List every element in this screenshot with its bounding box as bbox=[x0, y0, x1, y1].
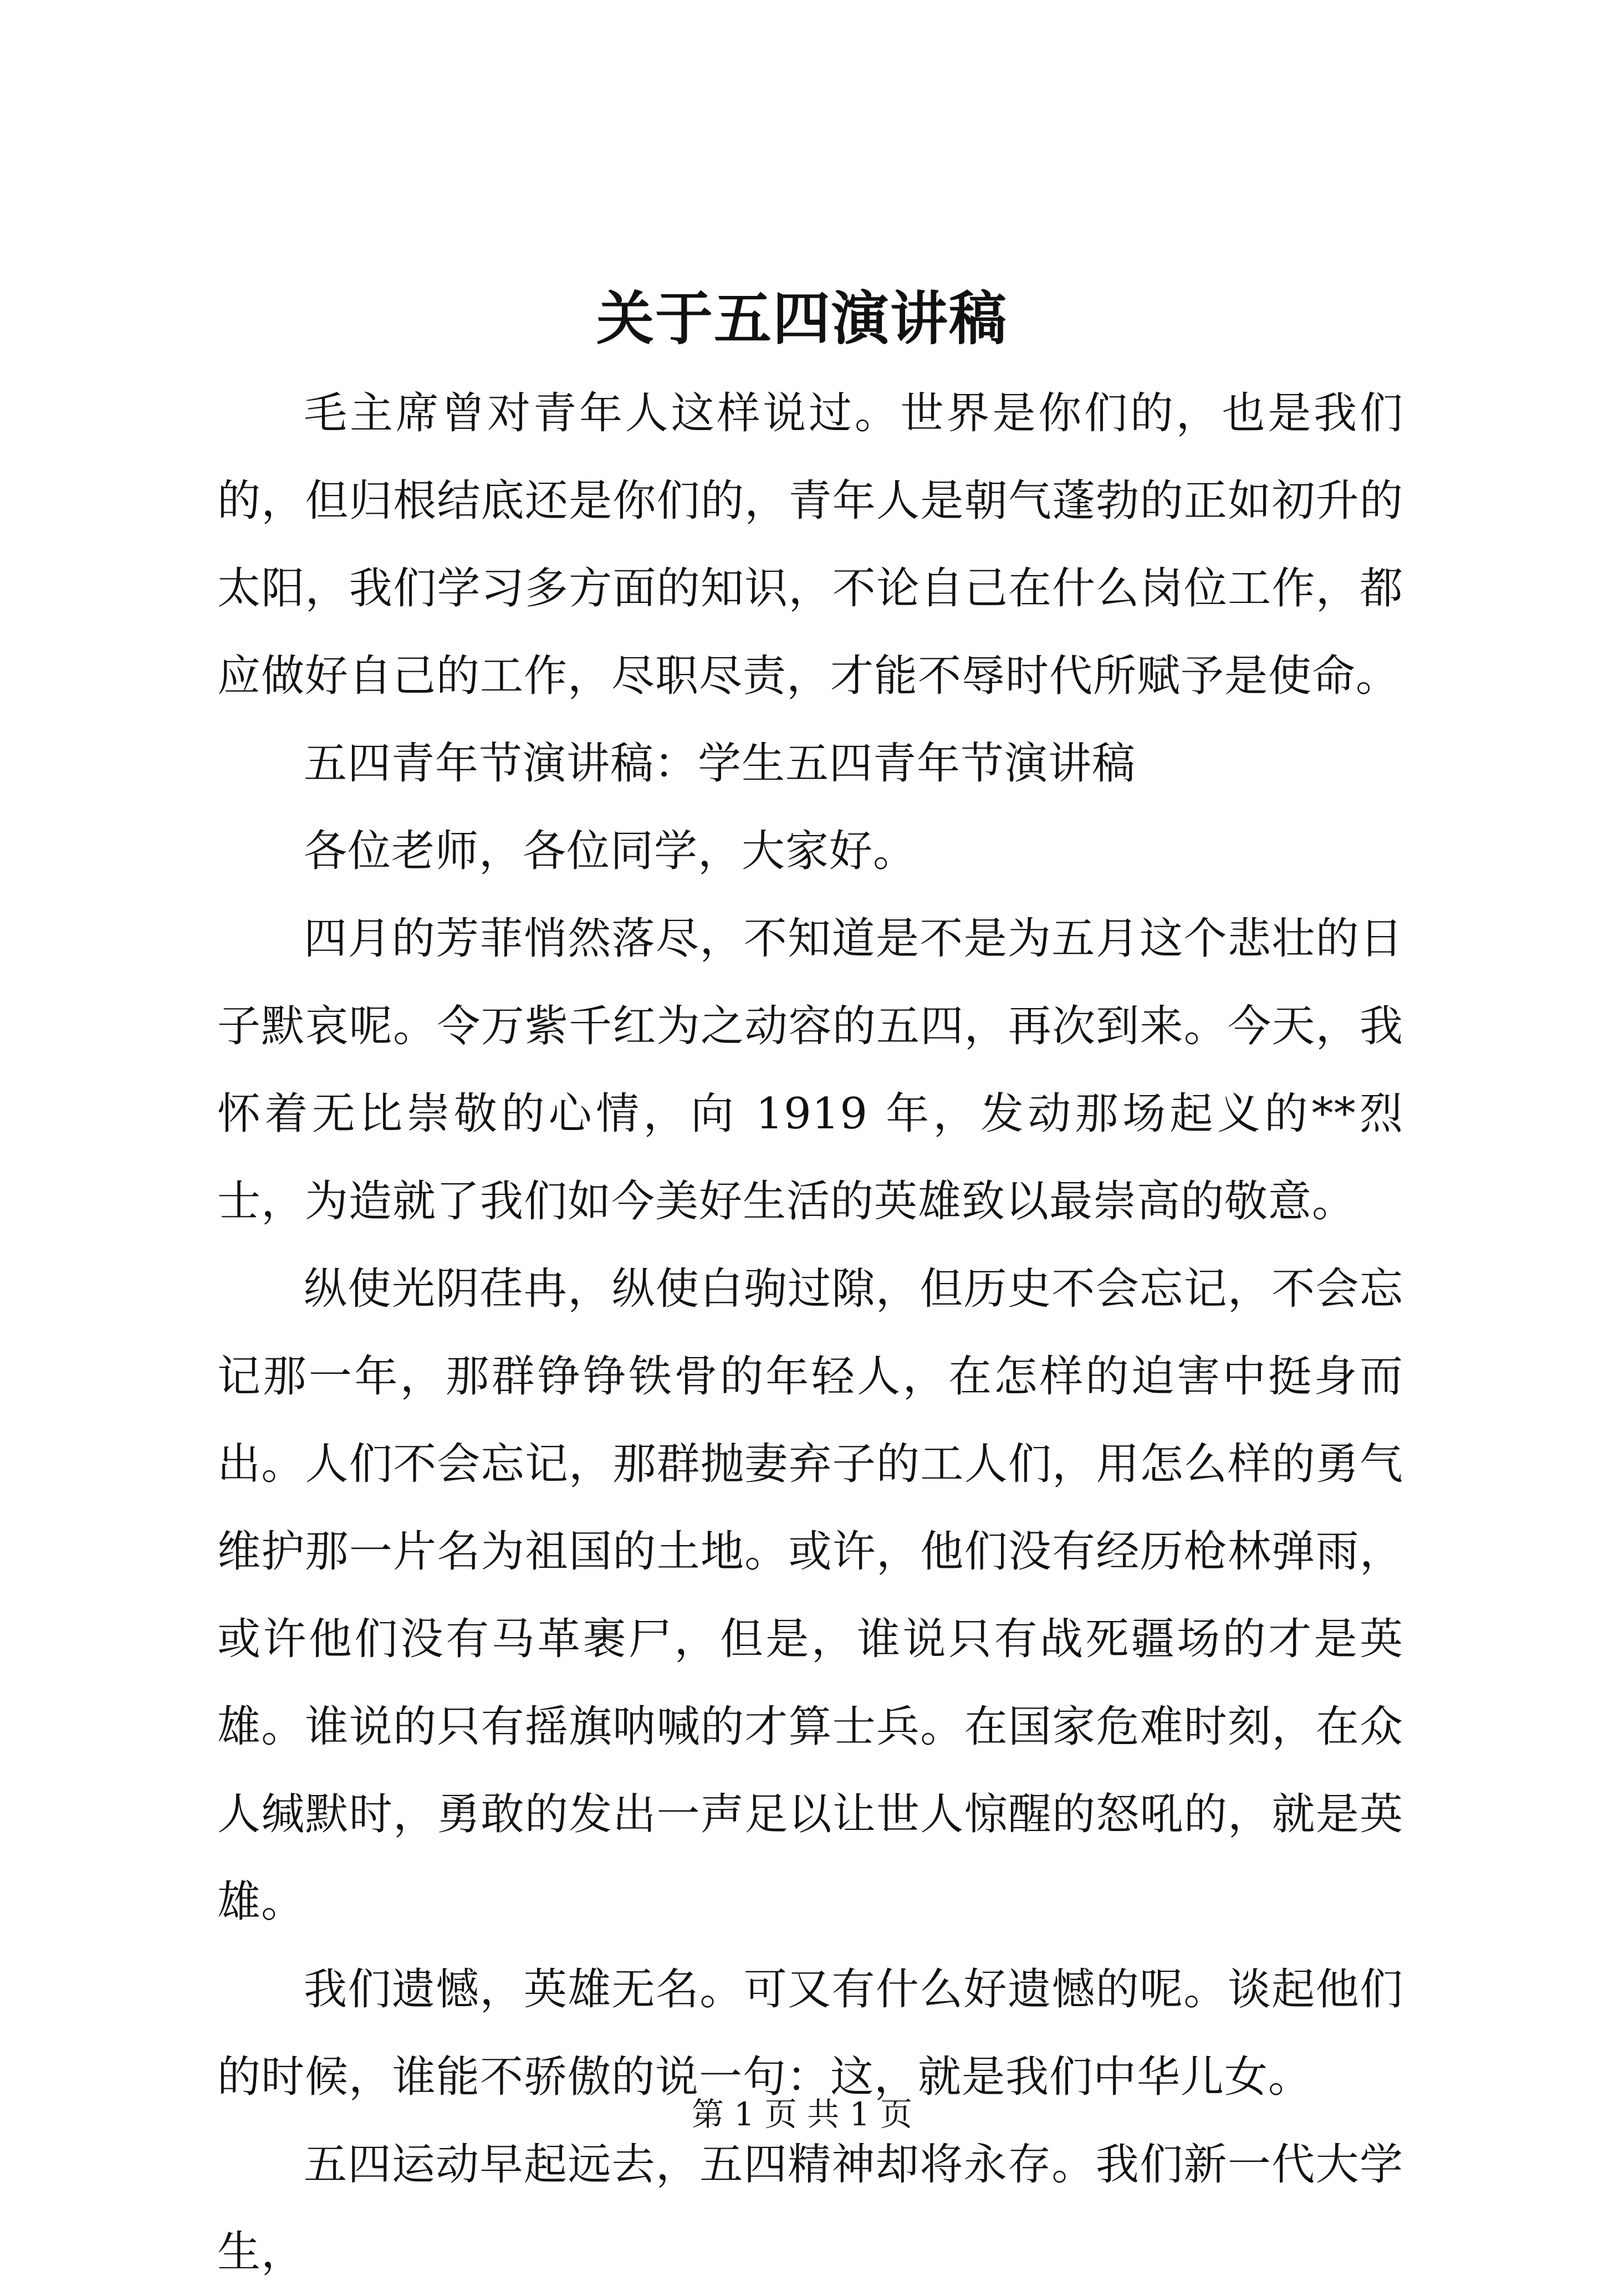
paragraph-6: 我们遗憾，英雄无名。可又有什么好遗憾的呢。谈起他们的时候，谁能不骄傲的说一句：这，就是我们中华儿女。 bbox=[217, 1965, 1403, 2102]
paragraph-1: 毛主席曾对青年人这样说过。世界是你们的，也是我们的，但归根结底还是你们的，青年人是朝气蓬勃的正如初升的太阳，我们学习多方面的知识，不论自己在什么岗位工作，都应做好自己的工作，尽职尽责，才能不辱时代所赋予是使命。 bbox=[217, 388, 1403, 701]
paragraph-5: 纵使光阴荏冉，纵使白驹过隙，但历史不会忘记，不会忘记那一年，那群铮铮铁骨的年轻人，在怎样的迫害中挺身而出。人们不会忘记，那群抛妻弃子的工人们，用怎么样的勇气维护那一片名为祖国的土地。或许，他们没有经历枪林弹雨，或许他们没有马革裹尸，但是，谁说只有战死疆场的才是英雄。谁说的只有摇旗呐喊的才算士兵。在国家危难时刻，在众人缄默时，勇敢的发出一声足以让世人惊醒的怒吼的，就是英雄。 bbox=[217, 1264, 1403, 1927]
paragraph-4: 四月的芳菲悄然落尽，不知道是不是为五月这个悲壮的日子默哀呢。令万紫千红为之动容的五四，再次到来。今天，我怀着无比崇敬的心情，向 1919 年，发动那场起义的**烈士，为造就了我们如今美好生活的英雄致以最崇高的敬意。 bbox=[217, 914, 1403, 1226]
paragraph-2: 五四青年节演讲稿：学生五四青年节演讲稿 bbox=[304, 739, 1136, 789]
document-body bbox=[217, 370, 1403, 2296]
document-title: 关于五四演讲稿 bbox=[596, 284, 1008, 352]
page-footer: 第 1 页 共 1 页 bbox=[692, 2095, 912, 2133]
paragraph-3: 各位老师，各位同学，大家好。 bbox=[304, 826, 917, 876]
paragraph-7: 五四运动早起远去，五四精神却将永存。我们新一代大学生， bbox=[217, 2140, 1403, 2277]
